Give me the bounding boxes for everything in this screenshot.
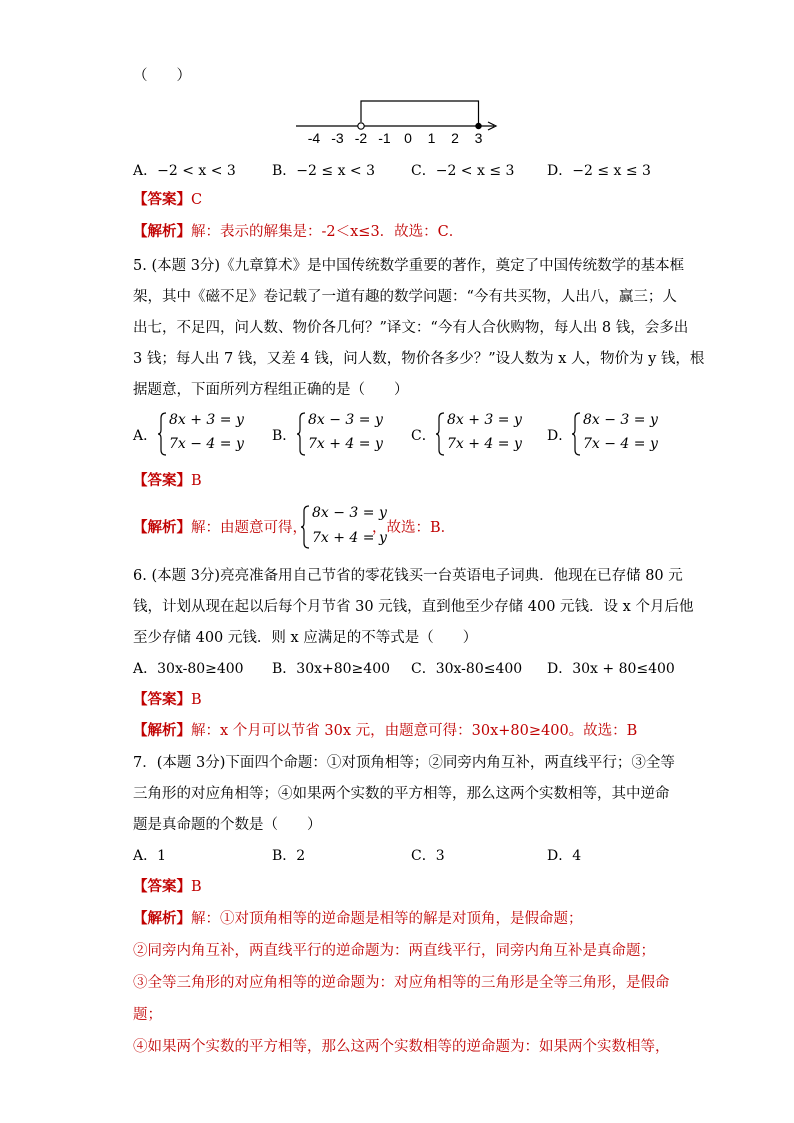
brace-icon bbox=[296, 412, 306, 456]
number-line-figure bbox=[290, 95, 510, 150]
q4-option-a[interactable]: A．−2 < x < 3 bbox=[133, 163, 236, 179]
q6-option-d[interactable]: D．30x + 80≤400 bbox=[547, 661, 675, 677]
number-line-tick-label: -1 bbox=[378, 130, 391, 146]
q7-answer: 【答案】B bbox=[133, 878, 202, 895]
q5-line-1: 5. (本题 3分)《九章算术》是中国传统数学重要的著作，奠定了中国传统数学的基本框 bbox=[133, 258, 685, 274]
number-line-tick-label: 2 bbox=[451, 130, 459, 146]
q4-option-a-text: −2 < x < 3 bbox=[157, 163, 236, 179]
q7-line-1: 7．(本题 3分)下面四个命题：①对顶角相等；②同旁内角互补，两直线平行；③全等 bbox=[133, 755, 675, 771]
q6-option-b[interactable]: B．30x+80≥400 bbox=[272, 661, 391, 677]
closed-endpoint bbox=[475, 123, 481, 129]
q7-analysis-2: ②同旁内角互补，两直线平行的逆命题为：两直线平行，同旁内角互补是真命题； bbox=[133, 943, 655, 959]
brace-icon bbox=[300, 505, 310, 549]
q5-line-2: 架，其中《磁不足》卷记载了一道有趣的数学问题：“今有共买物，人出八，赢三；人 bbox=[133, 289, 677, 305]
q7-option-b[interactable]: B．2 bbox=[272, 848, 306, 864]
q5-line-3: 出七，不足四，问人数、物价各几何？”译文：“今有人合伙购物，每人出 8 钱，会多出 bbox=[133, 320, 689, 336]
q5-answer: 【答案】B bbox=[133, 472, 202, 489]
q5-line-5: 据题意，下面所列方程组正确的是（ ） bbox=[133, 382, 409, 398]
q4-option-d[interactable]: D．−2 ≤ x ≤ 3 bbox=[547, 163, 651, 179]
q7-option-c[interactable]: C．3 bbox=[411, 848, 445, 864]
brace-icon bbox=[571, 412, 581, 456]
q4-analysis: 【解析】解：表示的解集是：-2＜x≤3．故选：C． bbox=[133, 223, 464, 240]
q6-answer: 【答案】B bbox=[133, 691, 202, 708]
brace-icon bbox=[435, 412, 445, 456]
number-line-tick-label: -2 bbox=[354, 130, 368, 146]
number-line-tick-label: -4 bbox=[307, 130, 321, 146]
q7-option-d[interactable]: D．4 bbox=[547, 848, 582, 864]
q6-option-a[interactable]: A．30x-80≥400 bbox=[133, 661, 244, 677]
open-endpoint bbox=[358, 123, 364, 129]
brace-icon bbox=[157, 412, 167, 456]
q7-line-3: 题是真命题的个数是（ ） bbox=[133, 817, 322, 833]
q6-line-2: 钱，计划从现在起以后每个月节省 30 元钱，直到他至少存储 400 元钱．设 x 个月后他 bbox=[133, 599, 694, 615]
q7-analysis-1: 【解析】解：①对顶角相等的逆命题是相等的解是对顶角，是假命题； bbox=[133, 910, 583, 927]
q7-line-2: 三角形的对应角相等；④如果两个实数的平方相等，那么这两个实数相等，其中逆命 bbox=[133, 786, 670, 802]
number-line-tick-label: 3 bbox=[474, 130, 483, 146]
q6-analysis: 【解析】解：x 个月可以节省 30x 元，由题意可得：30x+80≥400。故选：B bbox=[133, 722, 638, 739]
q4-option-c-text: −2 < x ≤ 3 bbox=[435, 163, 515, 179]
solution-interval-bracket bbox=[361, 101, 479, 123]
q6-option-c[interactable]: C．30x-80≤400 bbox=[411, 661, 523, 677]
q6-line-1: 6. (本题 3分)亮亮准备用自己节省的零花钱买一台英语电子词典．他现在已存储 80 元 bbox=[133, 568, 683, 584]
q4-stem-tail: （ ） bbox=[133, 68, 191, 84]
q4-option-b[interactable]: B．−2 ≤ x < 3 bbox=[272, 163, 375, 179]
number-line-tick-label: 0 bbox=[404, 130, 412, 146]
q4-answer: 【答案】C bbox=[133, 191, 203, 208]
q7-option-a[interactable]: A．1 bbox=[133, 848, 167, 864]
q7-analysis-4: 题； bbox=[133, 1007, 162, 1023]
q5-line-4: 3 钱；每人出 7 钱，又差 4 钱，问人数，物价各多少？”设人数为 x 人，物价为 y 钱，根 bbox=[133, 351, 705, 367]
q7-analysis-5: ④如果两个实数的平方相等，那么这两个实数相等的逆命题为：如果两个实数相等， bbox=[133, 1039, 670, 1055]
q7-analysis-3: ③全等三角形的对应角相等的逆命题为：对应角相等的三角形是全等三角形，是假命 bbox=[133, 975, 670, 991]
q4-option-c[interactable]: C．−2 < x ≤ 3 bbox=[411, 163, 515, 179]
number-line-tick-label: 1 bbox=[427, 130, 436, 146]
q4-option-b-text: −2 ≤ x < 3 bbox=[296, 163, 375, 179]
q6-line-3: 至少存储 400 元钱．则 x 应满足的不等式是（ ） bbox=[133, 630, 478, 646]
q4-option-d-text: −2 ≤ x ≤ 3 bbox=[572, 163, 651, 179]
number-line-tick-label: -3 bbox=[331, 130, 344, 146]
